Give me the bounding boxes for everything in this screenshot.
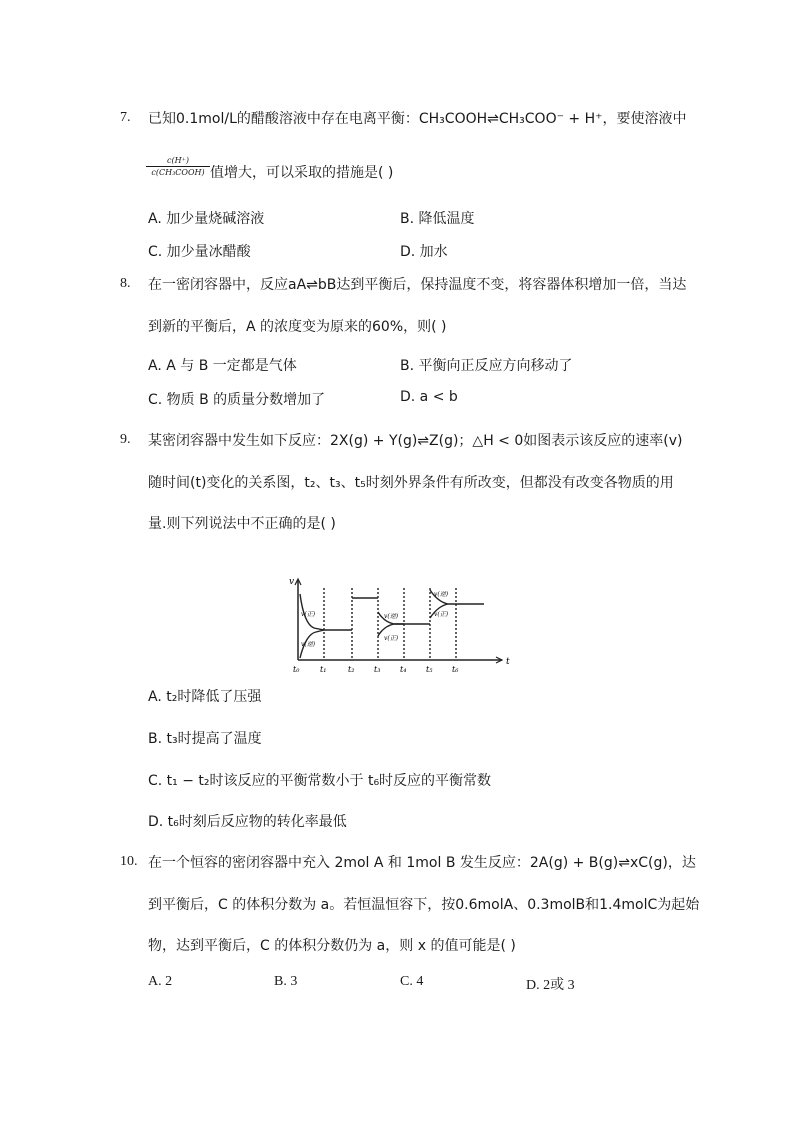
- q9-option-b[interactable]: B. t₃时提高了温度: [148, 731, 262, 747]
- q9-line3: 量.则下列说法中不正确的是( ): [148, 516, 336, 532]
- q10-option-d[interactable]: D. 2或 3: [526, 978, 575, 993]
- q9-option-c[interactable]: C. t₁ − t₂时该反应的平衡常数小于 t₆时反应的平衡常数: [148, 773, 492, 789]
- label-forward-5: v(正): [434, 611, 449, 618]
- rate-time-figure: [284, 574, 514, 678]
- q8-option-c[interactable]: C. 物质 B 的质量分数增加了: [148, 392, 326, 408]
- y-axis-label: v: [289, 577, 295, 587]
- q10-line3: 物，达到平衡后，C 的体积分数仍为 a，则 x 的值可能是( ): [148, 938, 516, 954]
- tick-t1: t₁: [320, 665, 327, 674]
- q7-option-b[interactable]: B. 降低温度: [400, 211, 475, 227]
- q7-option-c[interactable]: C. 加少量冰醋酸: [148, 244, 251, 260]
- q7-fraction-numerator: c(H⁺): [167, 156, 189, 165]
- q10-number: 10.: [120, 854, 138, 869]
- q7-option-d[interactable]: D. 加水: [400, 244, 448, 260]
- tick-t4: t₄: [400, 665, 407, 674]
- label-forward-3: v(正): [384, 635, 399, 642]
- label-forward-1: v(正): [301, 611, 316, 618]
- tick-t0: t₀: [293, 665, 300, 674]
- tick-labels: [293, 665, 459, 674]
- q8-line2: 到新的平衡后，A 的浓度变为原来的60%，则( ): [148, 319, 447, 335]
- q7-fraction: [146, 156, 210, 177]
- q7-line2: 值增大，可以采取的措施是( ): [210, 165, 394, 181]
- q9-line1: 某密闭容器中发生如下反应：2X(g) + Y(g)⇌Z(g)；△H < 0如图表示该反应的速率(v): [148, 433, 683, 449]
- label-reverse-5: v(逆): [434, 591, 449, 598]
- q9-option-a[interactable]: A. t₂时降低了压强: [148, 689, 262, 705]
- q7-number: 7.: [120, 110, 131, 125]
- q10-line1: 在一个恒容的密闭容器中充入 2mol A 和 1mol B 发生反应：2A(g) + B(g)⇌xC(g)，达: [148, 855, 696, 871]
- q8-option-b[interactable]: B. 平衡向正反应方向移动了: [400, 358, 573, 374]
- q8-option-a[interactable]: A. A 与 B 一定都是气体: [148, 358, 297, 374]
- q8-line1: 在一密闭容器中，反应aA⇌bB达到平衡后，保持温度不变，将容器体积增加一倍，当达: [148, 277, 687, 293]
- label-reverse-3: v(逆): [384, 613, 399, 620]
- fraction-bar: [146, 166, 210, 167]
- q8-number: 8.: [120, 276, 131, 291]
- q8-option-d[interactable]: D. a < b: [400, 389, 458, 405]
- q7-option-a[interactable]: A. 加少量烧碱溶液: [148, 211, 265, 227]
- tick-t3: t₃: [374, 665, 381, 674]
- q10-option-a[interactable]: A. 2: [148, 974, 173, 989]
- tick-t6: t₆: [452, 665, 459, 674]
- q9-option-d[interactable]: D. t₆时刻后反应物的转化率最低: [148, 814, 347, 830]
- q10-option-c[interactable]: C. 4: [400, 974, 424, 989]
- q10-option-b[interactable]: B. 3: [274, 974, 298, 989]
- x-axis-label: t: [506, 657, 510, 667]
- label-reverse-1: v(逆): [301, 641, 316, 648]
- q7-line1: 已知0.1mol/L的醋酸溶液中存在电离平衡：CH₃COOH⇌CH₃COO⁻ + H⁺，要使溶液中: [148, 111, 687, 127]
- time-markers: [324, 588, 456, 660]
- q10-line2: 到平衡后，C 的体积分数为 a。若恒温恒容下，按0.6molA、0.3molB和1.4molC为起始: [148, 897, 700, 913]
- tick-t5: t₅: [426, 665, 433, 674]
- tick-t2: t₂: [348, 665, 355, 674]
- q9-number: 9.: [120, 432, 131, 447]
- q9-line2: 随时间(t)变化的关系图，t₂、t₃、t₅时刻外界条件有所改变，但都没有改变各物质的用: [148, 475, 674, 491]
- q7-fraction-denominator: c(CH₃COOH): [151, 168, 205, 177]
